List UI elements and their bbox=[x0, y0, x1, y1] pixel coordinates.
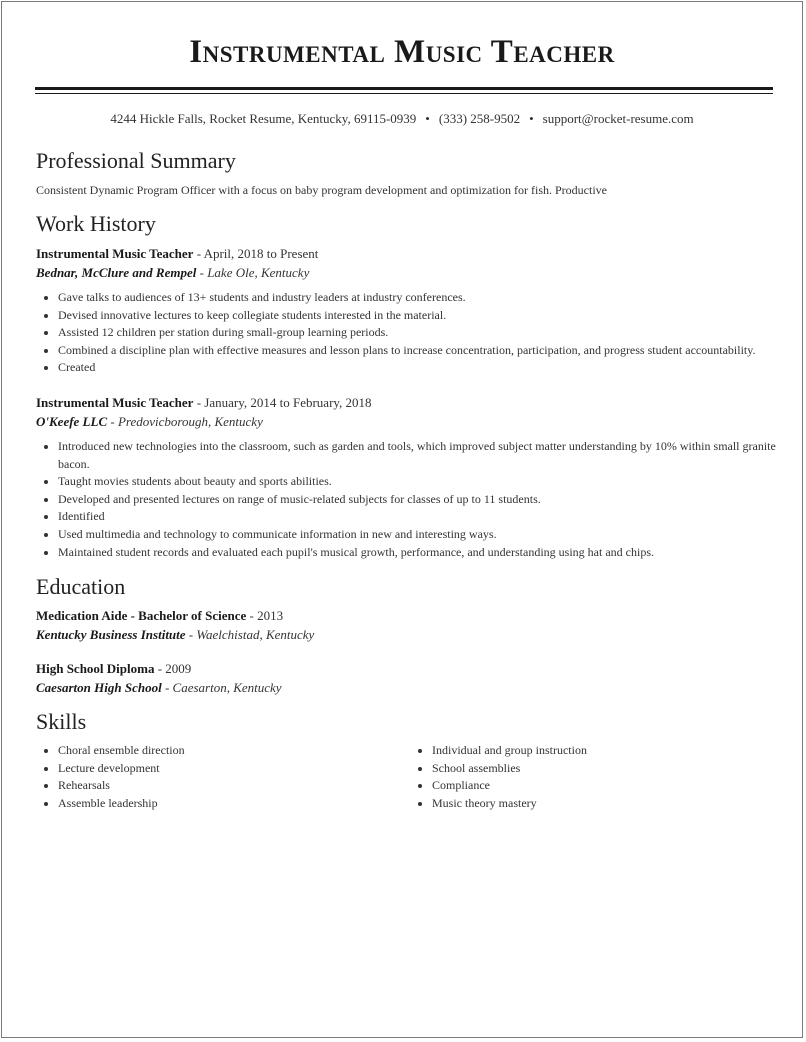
job-title: Instrumental Music Teacher bbox=[36, 246, 194, 261]
education-year: - 2013 bbox=[249, 608, 284, 623]
job-bullets bbox=[36, 289, 778, 377]
contact-separator: • bbox=[425, 111, 430, 126]
job-title-line bbox=[36, 395, 372, 411]
resume-page bbox=[1, 1, 803, 1038]
education-school: Caesarton High School bbox=[36, 680, 162, 695]
education-degree: High School Diploma bbox=[36, 661, 155, 676]
education-school: Kentucky Business Institute bbox=[36, 627, 186, 642]
summary-heading: Professional Summary bbox=[36, 148, 236, 173]
job-company: Bednar, McClure and Rempel bbox=[36, 265, 197, 280]
summary-text: Consistent Dynamic Program Officer with a focus on baby program development and optimization for fish. Productive bbox=[36, 183, 607, 197]
list-item: Maintained student records and evaluated each pupil's musical growth, performance, and understanding using hat and chips. bbox=[36, 544, 778, 562]
header-rule-thick bbox=[35, 87, 773, 90]
list-item: Used multimedia and technology to communicate information in new and interesting ways. bbox=[36, 526, 778, 544]
job-dates: - January, 2014 to February, 2018 bbox=[196, 395, 372, 410]
job-title-line bbox=[36, 246, 318, 262]
list-item: Music theory mastery bbox=[410, 795, 772, 813]
skills-list-right bbox=[410, 742, 772, 812]
job-location: - Predovicborough, Kentucky bbox=[110, 414, 263, 429]
list-item: Assisted 12 children per station during small-group learning periods. bbox=[36, 324, 778, 342]
list-item: Taught movies students about beauty and sports abilities. bbox=[36, 473, 778, 491]
list-item: Combined a discipline plan with effective measures and lesson plans to increase concentration, participation, and progress student accountability. bbox=[36, 342, 778, 360]
list-item: Devised innovative lectures to keep collegiate students interested in the material. bbox=[36, 307, 778, 325]
skills-list-left bbox=[36, 742, 398, 812]
education-year: - 2009 bbox=[157, 661, 192, 676]
contact-separator: • bbox=[529, 111, 534, 126]
list-item: Created bbox=[36, 359, 778, 377]
job-bullets bbox=[36, 438, 778, 561]
list-item: Individual and group instruction bbox=[410, 742, 772, 760]
job-company-line bbox=[36, 414, 263, 430]
job-company: O'Keefe LLC bbox=[36, 414, 108, 429]
list-item: School assemblies bbox=[410, 760, 772, 778]
list-item: Lecture development bbox=[36, 760, 398, 778]
education-degree: Medication Aide - Bachelor of Science bbox=[36, 608, 247, 623]
job-location: - Lake Ole, Kentucky bbox=[199, 265, 310, 280]
education-heading: Education bbox=[36, 574, 126, 599]
list-item: Gave talks to audiences of 13+ students and industry leaders at industry conferences. bbox=[36, 289, 778, 307]
list-item: Developed and presented lectures on range of music-related subjects for classes of up to 11 students. bbox=[36, 491, 778, 509]
education-degree-line bbox=[36, 661, 191, 677]
list-item: Identified bbox=[36, 508, 778, 526]
work-history-heading: Work History bbox=[36, 211, 156, 236]
job-company-line bbox=[36, 265, 309, 281]
education-school-line bbox=[36, 627, 314, 643]
contact-address: 4244 Hickle Falls, Rocket Resume, Kentucky, 69115-0939 bbox=[110, 111, 417, 126]
contact-email[interactable]: support@rocket-resume.com bbox=[542, 111, 694, 126]
list-item: Choral ensemble direction bbox=[36, 742, 398, 760]
contact-phone: (333) 258-9502 bbox=[438, 111, 521, 126]
contact-line bbox=[2, 111, 802, 127]
job-title: Instrumental Music Teacher bbox=[36, 395, 194, 410]
education-location: - Waelchistad, Kentucky bbox=[188, 627, 315, 642]
list-item: Compliance bbox=[410, 777, 772, 795]
education-location: - Caesarton, Kentucky bbox=[164, 680, 282, 695]
list-item: Rehearsals bbox=[36, 777, 398, 795]
skills-heading: Skills bbox=[36, 709, 87, 734]
education-degree-line bbox=[36, 608, 283, 624]
resume-name: Instrumental Music Teacher bbox=[189, 34, 615, 70]
header-rule-thin bbox=[35, 93, 773, 94]
list-item: Introduced new technologies into the classroom, such as garden and tools, which improved subject matter understanding by 10% within small granite bacon. bbox=[36, 438, 778, 473]
education-school-line bbox=[36, 680, 282, 696]
list-item: Assemble leadership bbox=[36, 795, 398, 813]
job-dates: - April, 2018 to Present bbox=[196, 246, 319, 261]
